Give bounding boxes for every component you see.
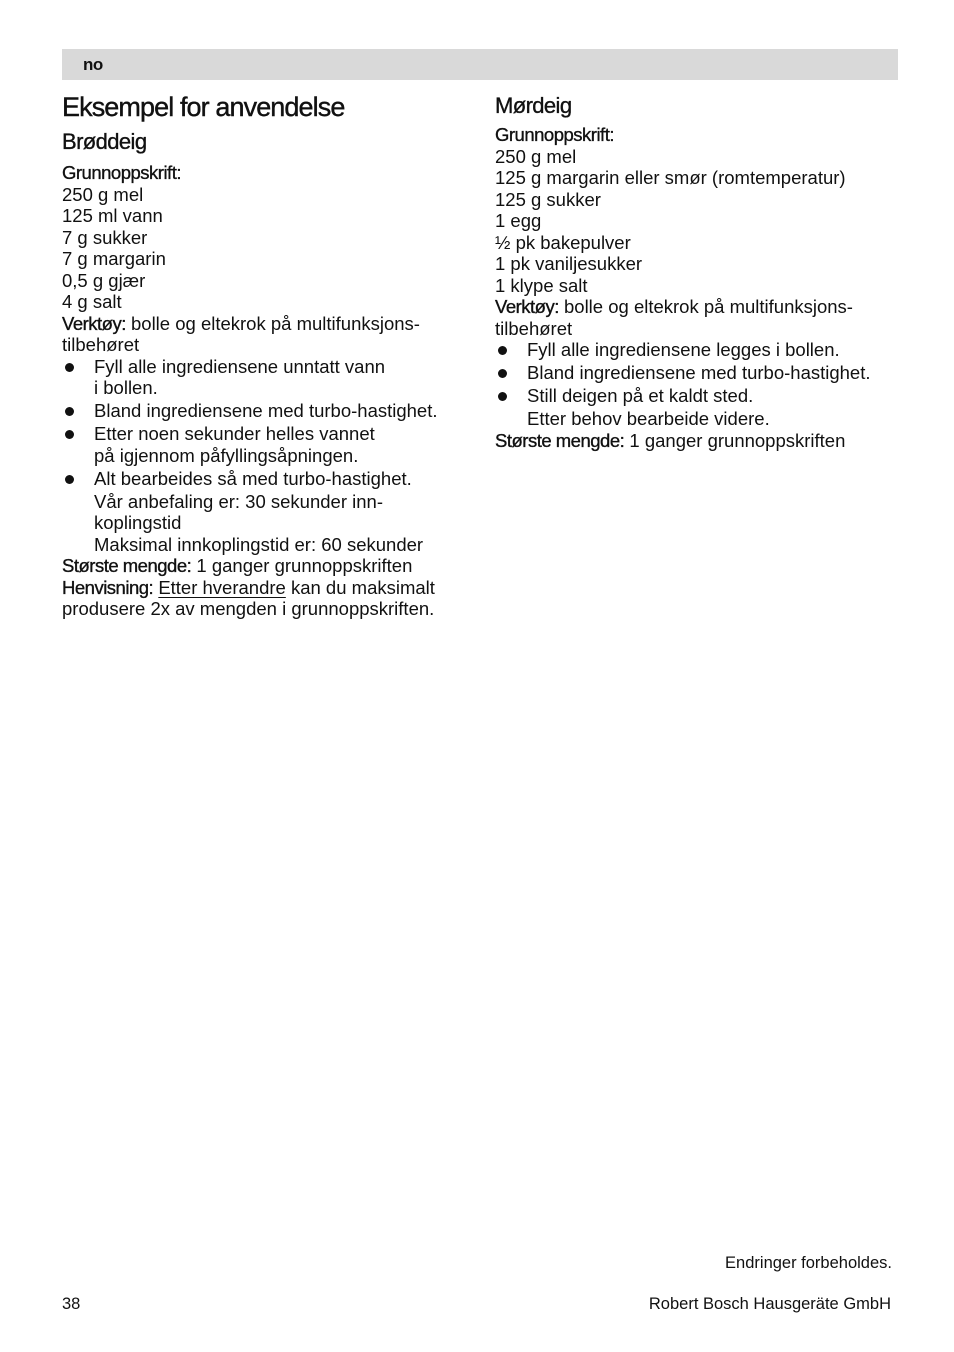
ingredient: 125 g sukker (495, 188, 601, 210)
ingredient: 250 g mel (495, 145, 577, 167)
language-code: no (83, 55, 103, 74)
max-amount-line (495, 430, 895, 452)
language-bar (62, 49, 898, 80)
bullet-icon (65, 475, 74, 484)
list-item: Bland ingrediensene med turbo-hastighet. (62, 400, 462, 422)
list-item: Fyll alle ingrediensene legges i bollen. (495, 339, 895, 361)
right-column (495, 90, 895, 451)
list-item: Fyll alle ingrediensene unntatt vann i bollen. (62, 356, 462, 399)
company-name: Robert Bosch Hausgeräte GmbH (648, 1295, 891, 1313)
note-line (62, 577, 462, 599)
max-amount-label: Største mengde: (495, 429, 625, 451)
max-amount-text: 1 ganger grunnoppskriften (624, 429, 846, 451)
recommendation-text: Vår anbefaling er: 30 sekunder inn- (94, 490, 383, 512)
ingredient: 7 g margarin (62, 248, 166, 269)
bullet-icon (498, 346, 507, 355)
tool-line (495, 296, 895, 318)
bullet-icon (65, 430, 74, 439)
note-label: Henvisning: (62, 576, 154, 598)
ingredient: 0,5 g gjær (62, 269, 146, 291)
tool-text-continued: tilbehøret (62, 334, 140, 355)
list-item: Bland ingrediensene med turbo-hastighet. (495, 362, 895, 384)
tool-text-continued: tilbehøret (495, 317, 573, 339)
ingredient: 7 g sukker (62, 226, 148, 248)
base-recipe-label: Grunnoppskrift: (495, 124, 614, 145)
ingredient: 1 klype salt (495, 274, 588, 296)
list-item: Still deigen på et kaldt sted. (495, 385, 895, 407)
bullet-icon (498, 392, 507, 401)
base-recipe-label: Grunnoppskrift: (62, 162, 181, 183)
section-heading-broddeig: Brøddeig (62, 129, 147, 154)
ingredient: 1 egg (495, 210, 542, 231)
section-heading-mordeig: Mørdeig (495, 93, 572, 118)
ingredient: 1 pk vaniljesukker (495, 253, 643, 274)
tool-label: Verktøy: (495, 296, 559, 317)
max-amount-line (62, 555, 462, 577)
max-amount-text: 1 ganger grunnoppskriften (191, 555, 413, 576)
ingredient: 4 g salt (62, 291, 122, 312)
steps-list (495, 339, 895, 407)
left-column (62, 88, 462, 620)
page-number: 38 (62, 1295, 81, 1313)
tool-text: bolle og eltekrok på multifunksjons- (558, 296, 853, 317)
ingredient: 250 g mel (62, 183, 144, 205)
max-time-text: Maksimal innkoplingstid er: 60 sekunder (94, 533, 424, 555)
bullet-icon (65, 407, 74, 416)
list-item: Etter noen sekunder helles vannet på igjennom påfyllingsåpningen. (62, 423, 462, 466)
bullet-icon (498, 369, 507, 378)
steps-list (62, 356, 462, 490)
note-underlined: Etter hverandre (158, 576, 286, 598)
ingredient: 125 g margarin eller smør (romtemperatur) (495, 167, 846, 188)
max-amount-label: Største mengde: (62, 555, 192, 576)
page-title: Eksempel for anvendelse (62, 92, 345, 122)
ingredient: ½ pk bakepulver (495, 231, 631, 253)
tool-label: Verktøy: (62, 312, 126, 334)
continuation-text: Etter behov bearbeide videre. (527, 408, 770, 429)
tool-line (62, 313, 462, 335)
tool-text: bolle og eltekrok på multifunksjons- (125, 312, 420, 334)
note-text-continued: produsere 2x av mengden i grunnoppskriften. (62, 598, 435, 619)
ingredient: 125 ml vann (62, 205, 163, 226)
list-item: Alt bearbeides så med turbo-hastighet. (62, 468, 462, 490)
footer-note: Endringer forbeholdes. (725, 1254, 892, 1272)
note-text: kan du maksimalt (285, 576, 435, 598)
bullet-icon (65, 363, 74, 372)
recommendation-text: koplingstid (94, 512, 182, 533)
